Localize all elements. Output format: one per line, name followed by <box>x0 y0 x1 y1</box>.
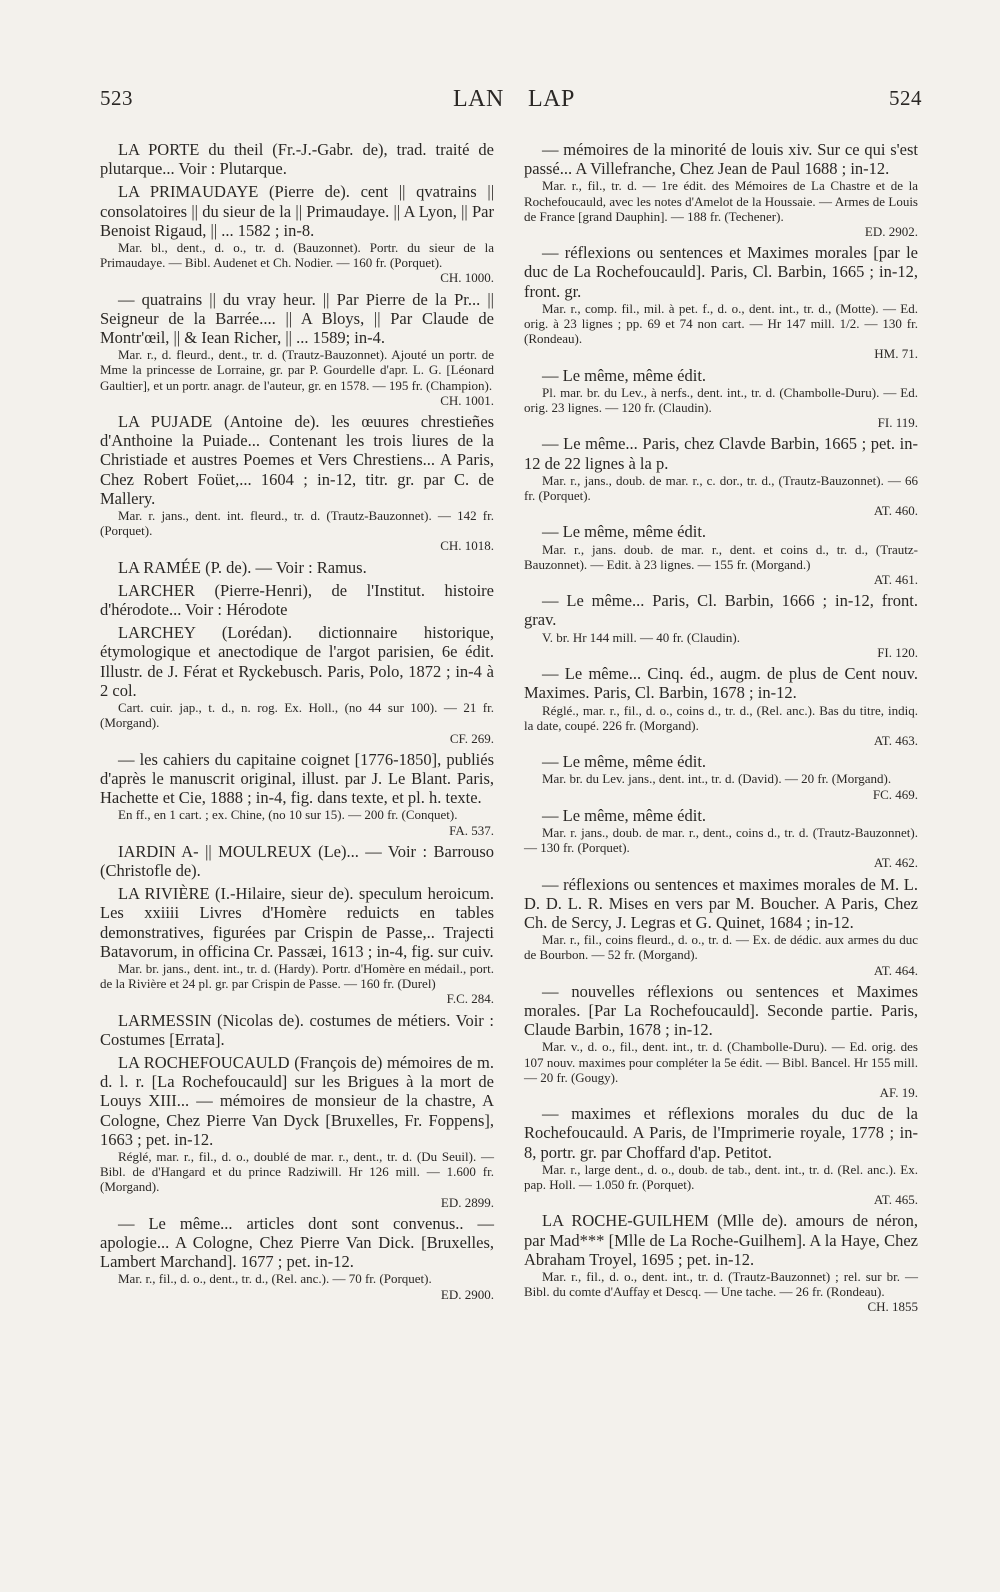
entry-title: — Le même... Cinq. éd., augm. de plus de Cent nouv. Maximes. Paris, Cl. Barbin, 1678 ; in-12. <box>524 664 918 703</box>
page-number-right: 524 <box>889 86 922 110</box>
entry-title: — mémoires de la minorité de louis xiv. Sur ce qui s'est passé... A Villefranche, Chez Jean de Paul 1688 ; in-12. <box>524 140 918 179</box>
entry-reference: ED. 2902. <box>864 224 918 240</box>
entry-note: Mar. r. jans., doub. de mar. r., dent., coins d., tr. d. (Trautz-Bauzonnet). — 130 fr. (Porquet). <box>524 824 918 856</box>
entry-title: — Le même, même édit. <box>542 365 707 385</box>
catalogue-entry <box>100 1214 494 1302</box>
entry-reference: CH. 1018. <box>440 538 494 554</box>
entry-note: En ff., en 1 cart. ; ex. Chine, (no 10 sur 15). — 200 fr. (Conquet). <box>118 807 458 823</box>
entry-reference: CF. 269. <box>449 730 494 746</box>
entry-title: LA RIVIÈRE (I.-Hilaire, sieur de). speculum heroicum. Les xxiiii Livres d'Homère reduicts en tables demonstratives, figurées par Crispin de Passe,.. Trajecti Batavorum, in officina Cr. Passæi, 1613 ; in-4, fig. sur cuiv. <box>100 884 494 961</box>
entry-reference: AF. 19. <box>879 1084 918 1100</box>
entry-title: — réflexions ou sentences et Maximes morales [par le duc de La Rochefoucauld]. Paris, Cl. Barbin, 1665 ; in-12, front. gr. <box>524 243 918 301</box>
entry-title: — Le même, même édit. <box>542 805 707 825</box>
entry-note: Mar. r., large dent., d. o., doub. de tab., dent. int., tr. d. (Rel. anc.). Ex. pap. Holl. — 1.050 fr. (Porquet). <box>524 1161 918 1192</box>
entry-reference: ED. 2899. <box>440 1194 494 1210</box>
entry-note: Réglé., mar. r., fil., d. o., coins d., tr. d., (Rel. anc.). Bas du titre, indiq. la date, coupé. 226 fr. (Morgand). <box>524 702 918 733</box>
entry-reference: CH. 1001. <box>440 392 494 408</box>
catalogue-entry <box>524 1211 918 1314</box>
entry-note: Réglé, mar. r., fil., d. o., doublé de mar. r., dent., tr. d. (Du Seuil). — Bibl. de d'Hangard et du prince Radziwill. Hr 126 mill. — 1.600 fr. (Morgand). <box>100 1148 494 1195</box>
entry-title: — Le même, même édit. <box>542 522 707 542</box>
entry-title: — quatrains || du vray heur. || Par Pierre de la Pr... || Seigneur de la Barrée.... || A Bloys, || Par Claude de Montr'œil, || & Iean Richer, || ... 1589; in-4. <box>100 289 494 348</box>
entry-reference: F.C. 284. <box>446 991 494 1007</box>
entry-title: — Le même... articles dont sont convenus.. — apologie... A Cologne, Chez Pierre Van Dick. [Bruxelles, Lambert Marchand]. 1677 ; pet. in-12. <box>100 1213 494 1272</box>
entry-title: LARCHER (Pierre-Henri), de l'Institut. histoire d'hérodote... Voir : Hérodote <box>100 580 494 620</box>
catalogue-entry <box>100 412 494 554</box>
entry-reference: CH. 1000. <box>440 270 494 286</box>
entry-reference: CH. 1855 <box>867 1299 918 1315</box>
entry-reference: AT. 465. <box>873 1192 918 1208</box>
catalogue-entry <box>100 750 494 838</box>
entry-note: Mar. v., d. o., fil., dent. int., tr. d. (Chambolle-Duru). — Ed. orig. des 107 nouv. maximes pour compléter la 5e édit. — Bibl. Bancel. Hr 155 mill. — 20 fr. (Gougy). <box>524 1039 918 1085</box>
entry-title: LARCHEY (Lorédan). dictionnaire historique, étymologique et anectodique de l'argot parisien, 6e édit. Illustr. de J. Férat et Ryckebusch. Paris, Polo, 1872 ; in-4 à 2 col. <box>100 623 494 700</box>
entry-reference: HM. 71. <box>874 346 918 362</box>
catalogue-entry <box>524 875 918 978</box>
entry-note: Mar. r., jans. doub. de mar. r., dent. et coins d., tr. d., (Trautz-Bauzonnet). — Edit. à 23 lignes. — 155 fr. (Morgand.) <box>524 541 918 572</box>
entry-note: Mar. r., d. fleurd., dent., tr. d. (Trautz-Bauzonnet). Ajouté un portr. de Mme la princesse de Lorraine, gr. par P. Gourdelle d'apr. L. G. [Léonard Gaultier], et un portr. anagr. de l'auteur, gr. en 1578. — 195 fr. (Champion). <box>100 347 494 393</box>
entry-reference: ED. 2900. <box>440 1286 494 1302</box>
catalogue-entry <box>100 581 494 619</box>
entry-title: LA PUJADE (Antoine de). les œuures chrestieñes d'Anthoine la Puiade... Contenant les trois liures de la Christiade et austres Poemes et Vers Chrestiens... A Paris, Chez Robert Foüet,... 1604 ; in-12, titr. gr. par C. de Mallery. <box>100 412 494 508</box>
catalogue-entry <box>100 1011 494 1049</box>
entry-reference: AT. 463. <box>873 732 918 748</box>
entry-title: LA PRIMAUDAYE (Pierre de). cent || qvatrains || consolatoires || du sieur de la || Primaudaye. || A Lyon, || Par Benoist Rigaud, || ... 1582 ; in-8. <box>100 182 494 240</box>
entry-note: Mar. r., fil., coins fleurd., d. o., tr. d. — Ex. de dédic. aux armes du duc de Bourbon. — 52 fr. (Morgand). <box>524 932 918 963</box>
catalogue-entry <box>100 290 494 408</box>
entry-reference: FI. 120. <box>877 644 918 660</box>
entry-note: Pl. mar. br. du Lev., à nerfs., dent. int., tr. d. (Chambolle-Duru). — Ed. orig. 23 lignes. — 120 fr. (Claudin). <box>524 384 918 416</box>
entry-title: — maximes et réflexions morales du duc de la Rochefoucauld. A Paris, de l'Imprimerie royale, 1778 ; in-8, portr. gr. par Choffard d'ap. Petitot. <box>524 1104 918 1162</box>
catalogue-entry <box>100 182 494 285</box>
catalogue-entry <box>100 558 494 577</box>
entry-reference: AT. 462. <box>873 855 918 871</box>
entry-reference: FA. 537. <box>449 822 494 838</box>
right-column <box>524 140 918 1319</box>
entry-note: Mar. r., jans., doub. de mar. r., c. dor., tr. d., (Trautz-Bauzonnet). — 66 fr. (Porquet). <box>524 472 918 504</box>
entry-title: — Le même... Paris, Cl. Barbin, 1666 ; in-12, front. grav. <box>524 591 918 630</box>
entry-reference: FC. 469. <box>872 786 918 802</box>
catalogue-entry <box>524 806 918 871</box>
catalogue-entry <box>100 884 494 1006</box>
entry-title: LA ROCHE-GUILHEM (Mlle de). amours de néron, par Mad*** [Mlle de La Roche-Guilhem]. A la Haye, Chez Abraham Troyel, 1695 ; pet. in-12. <box>524 1211 918 1269</box>
catalogue-entry <box>524 522 918 587</box>
left-column <box>100 140 494 1306</box>
catalogue-entry <box>524 366 918 431</box>
catalogue-entry <box>100 842 494 880</box>
entry-reference: FI. 119. <box>877 415 918 431</box>
entry-note: Mar. br. jans., dent. int., tr. d. (Hardy). Portr. d'Homère en médail., port. de la Rivière et 24 pl. gr. par Crispin de Passe. — 160 fr. (Durel) <box>100 960 494 992</box>
catchword-left: LAN <box>453 86 504 112</box>
entry-note: Mar. r., comp. fil., mil. à pet. f., d. o., dent. int., tr. d., (Motte). — Ed. orig. à 23 lignes ; pp. 69 et 74 non cart. — Hr 147 mill. 1/2. — 130 fr. (Rondeau). <box>524 300 918 347</box>
catalogue-entry <box>524 591 918 660</box>
catalogue-entry <box>524 982 918 1100</box>
catalogue-entry <box>524 1104 918 1207</box>
entry-note: Mar. r. jans., dent. int. fleurd., tr. d. (Trautz-Bauzonnet). — 142 fr. (Porquet). <box>100 508 494 539</box>
entry-note: Cart. cuir. jap., t. d., n. rog. Ex. Holl., (no 44 sur 100). — 21 fr. (Morgand). <box>100 700 494 731</box>
entry-title: — les cahiers du capitaine coignet [1776-1850], publiés d'après le manuscrit original, illust. par J. Le Blant. Paris, Hachette et Cie, 1888 ; in-4, fig. dans texte, et pl. h. texte. <box>100 749 494 808</box>
entry-note: V. br. Hr 144 mill. — 40 fr. (Claudin). <box>542 629 741 645</box>
catalogue-entry <box>100 140 494 178</box>
entry-title: LA RAMÉE (P. de). — Voir : Ramus. <box>118 557 367 577</box>
entry-note: Mar. r., fil., d. o., dent., tr. d., (Rel. anc.). — 70 fr. (Porquet). <box>118 1271 432 1287</box>
catalogue-entry <box>524 664 918 748</box>
entry-title: IARDIN A- || MOULREUX (Le)... — Voir : Barrouso (Christofle de). <box>100 841 494 880</box>
catalogue-entry <box>524 140 918 239</box>
catchword-right: LAP <box>528 86 575 112</box>
catalogue-entry <box>100 623 494 745</box>
entry-note: Mar. r., fil., d. o., dent. int., tr. d. (Trautz-Bauzonnet) ; rel. sur br. — Bibl. du comte d'Auffay et Descq. — Une tache. — 26 fr. (Rondeau). <box>524 1269 918 1300</box>
entry-title: — Le même, même édit. <box>542 752 707 772</box>
entry-reference: AT. 460. <box>873 503 918 519</box>
page-number-left: 523 <box>100 86 133 110</box>
entry-reference: AT. 461. <box>873 572 918 588</box>
catalogue-entry <box>524 243 918 361</box>
entry-title: LARMESSIN (Nicolas de). costumes de métiers. Voir : Costumes [Errata]. <box>100 1010 494 1049</box>
catalogue-entry <box>524 434 918 518</box>
catalogue-entry <box>100 1053 494 1210</box>
entry-reference: AT. 464. <box>873 962 918 978</box>
entry-title: — nouvelles réflexions ou sentences et Maximes morales. [Par La Rochefoucauld]. Seconde partie. Paris, Claude Barbin, 1678 ; in-12. <box>524 981 918 1040</box>
entry-title: LA ROCHEFOUCAULD (François de) mémoires de m. d. l. r. [La Rochefoucauld] sur les Brigues à la mort de Louys XIII... — mémoires de monsieur de la chastre, A Cologne, Chez Pierre Van Dyck [Bruxelles, Fr. Foppens], 1663 ; pet. in-12. <box>100 1052 494 1149</box>
entry-note: Mar. br. du Lev. jans., dent. int., tr. d. (David). — 20 fr. (Morgand). <box>542 771 892 787</box>
entry-title: LA PORTE du theil (Fr.-J.-Gabr. de), trad. traité de plutarque... Voir : Plutarque. <box>100 140 494 179</box>
entry-title: — Le même... Paris, chez Clavde Barbin, 1665 ; pet. in-12 de 22 lignes à la p. <box>524 434 918 473</box>
catalogue-entry <box>524 752 918 802</box>
entry-note: Mar. r., fil., tr. d. — 1re édit. des Mémoires de La Chastre et de la Rochefoucauld, avec les notes d'Amelot de la Houssaie. — Armes de Louis de France [grand Dauphin]. — 188 fr. (Techener). <box>524 178 918 224</box>
entry-title: — réflexions ou sentences et maximes morales de M. L. D. D. L. R. Mises en vers par M. Boucher. A Paris, Chez Ch. de Sercy, J. Legras et G. Quinet, 1684 ; in-12. <box>524 874 918 932</box>
entry-note: Mar. bl., dent., d. o., tr. d. (Bauzonnet). Portr. du sieur de la Primaudaye. — Bibl. Audenet et Ch. Nodier. — 160 fr. (Porquet). <box>100 240 494 271</box>
